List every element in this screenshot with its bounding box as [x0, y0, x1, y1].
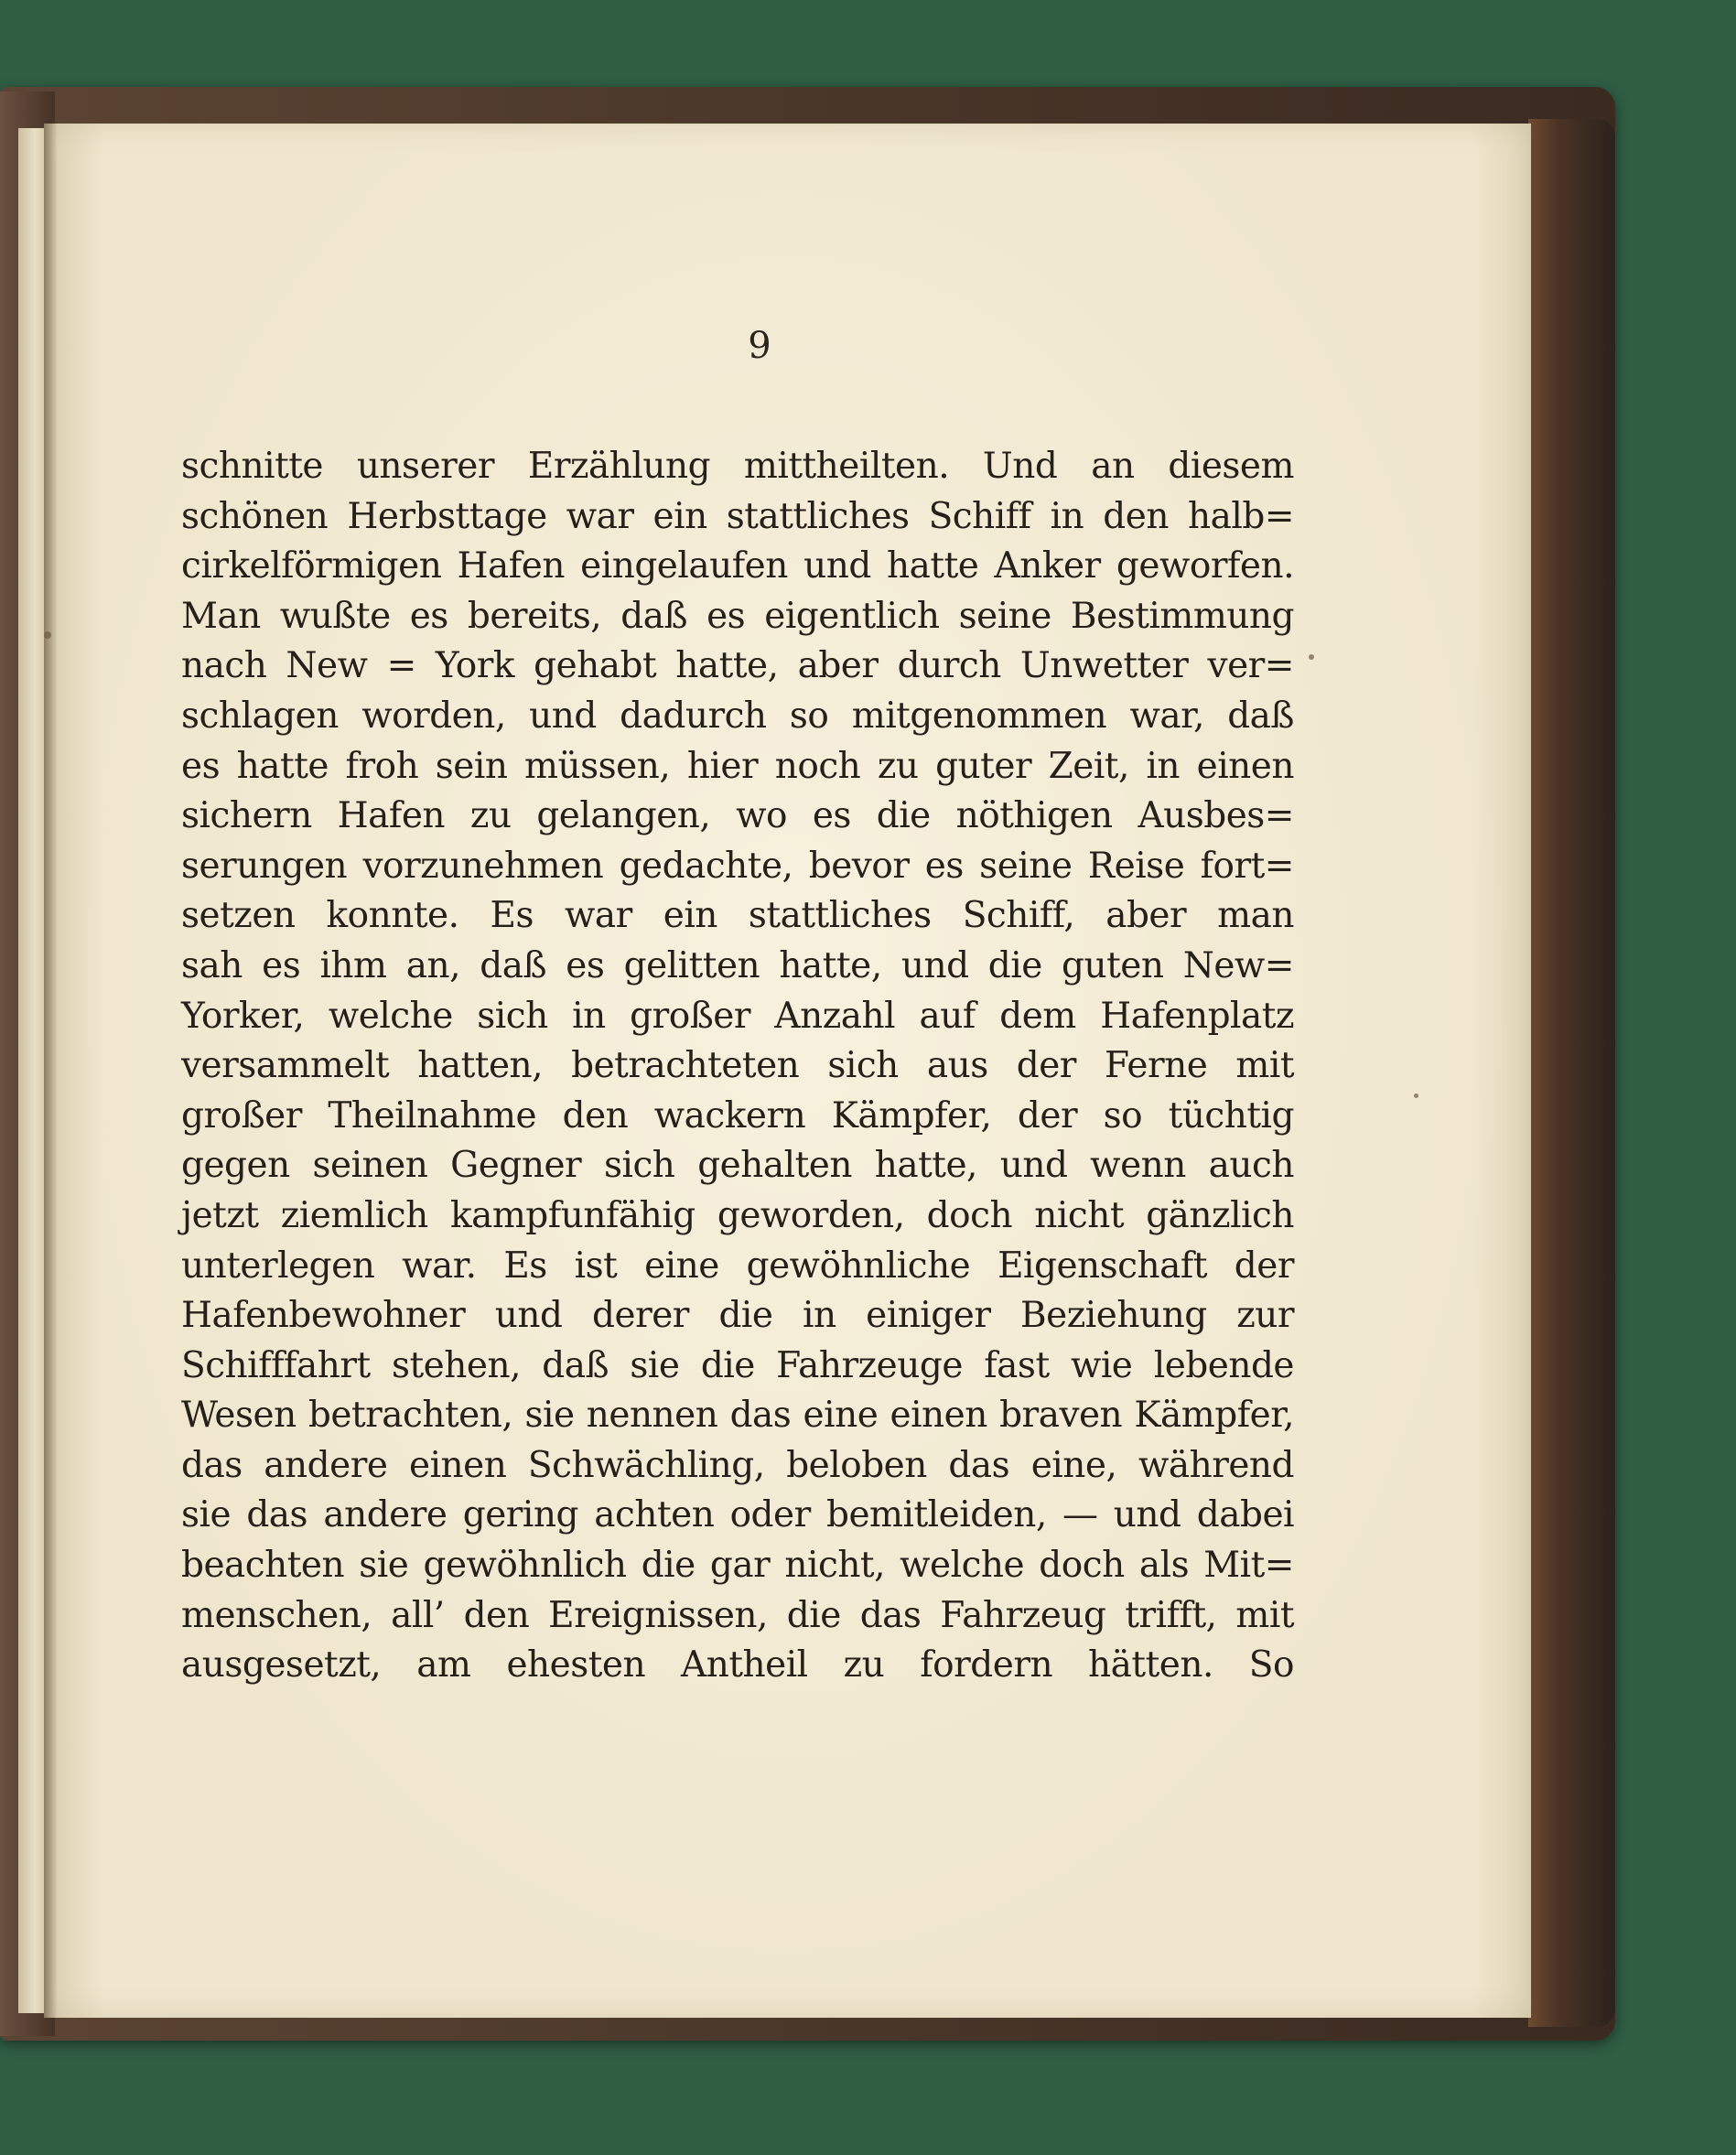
text-line: ausgesetzt, am ehesten Antheil zu fordern hätten. So [181, 1644, 1294, 1686]
text-line: versammelt hatten, betrachteten sich aus der Ferne mit [181, 1045, 1294, 1087]
text-line: sie das andere gering achten oder bemitleiden, — und dabei [181, 1494, 1294, 1536]
text-line: sah es ihm an, daß es gelitten hatte, und die guten New= [181, 944, 1294, 986]
text-line: schnitte unserer Erzählung mittheilten. Und an diesem [181, 446, 1294, 487]
paper-speck [1414, 1094, 1418, 1098]
page-number: 9 [748, 325, 771, 367]
page-gutter-shadow [44, 124, 57, 2018]
paper-speck [1309, 654, 1314, 660]
body-text [181, 442, 1294, 1691]
text-line: unterlegen war. Es ist eine gewöhnliche Eigenschaft der [181, 1245, 1294, 1287]
paper-speck [44, 631, 51, 639]
text-line: setzen konnte. Es war ein stattliches Schiff, aber man [181, 895, 1294, 937]
text-line: Wesen betrachten, sie nennen das eine einen braven Kämpfer, [181, 1395, 1294, 1437]
text-line: großer Theilnahme den wackern Kämpfer, der so tüchtig [181, 1094, 1294, 1137]
text-line: Yorker, welche sich in großer Anzahl auf dem Hafenplatz [181, 995, 1294, 1037]
text-line: das andere einen Schwächling, beloben das eine, während [181, 1444, 1294, 1486]
text-line: gegen seinen Gegner sich gehalten hatte, und wenn auch [181, 1145, 1294, 1187]
text-line: jetzt ziemlich kampfunfähig geworden, doch nicht gänzlich [181, 1194, 1294, 1236]
text-line: cirkelförmigen Hafen eingelaufen und hatte Anker geworfen. [181, 545, 1294, 587]
text-line: es hatte froh sein müssen, hier noch zu guter Zeit, in einen [181, 745, 1294, 787]
verso-page-edge [18, 128, 46, 2013]
text-line: Hafenbewohner und derer die in einiger Beziehung zur [181, 1295, 1294, 1337]
text-line: schönen Herbsttage war ein stattliches Schiff in den halb= [181, 495, 1294, 537]
text-line: menschen, all’ den Ereignissen, die das Fahrzeug trifft, mit [181, 1594, 1294, 1636]
text-line: serungen vorzunehmen gedachte, bevor es seine Reise fort= [181, 845, 1294, 887]
text-line: Man wußte es bereits, daß es eigentlich seine Bestimmung [181, 595, 1294, 637]
text-line: Schifffahrt stehen, daß sie die Fahrzeuge fast wie lebende [181, 1344, 1294, 1386]
text-line: schlagen worden, und dadurch so mitgenommen war, daß [181, 695, 1294, 737]
text-line: nach New = York gehabt hatte, aber durch Unwetter ver= [181, 645, 1294, 687]
text-line: beachten sie gewöhnlich die gar nicht, welche doch als Mit= [181, 1545, 1294, 1587]
book-cover-edge [1528, 119, 1615, 2027]
text-line: sichern Hafen zu gelangen, wo es die nöthigen Ausbes= [181, 795, 1294, 837]
